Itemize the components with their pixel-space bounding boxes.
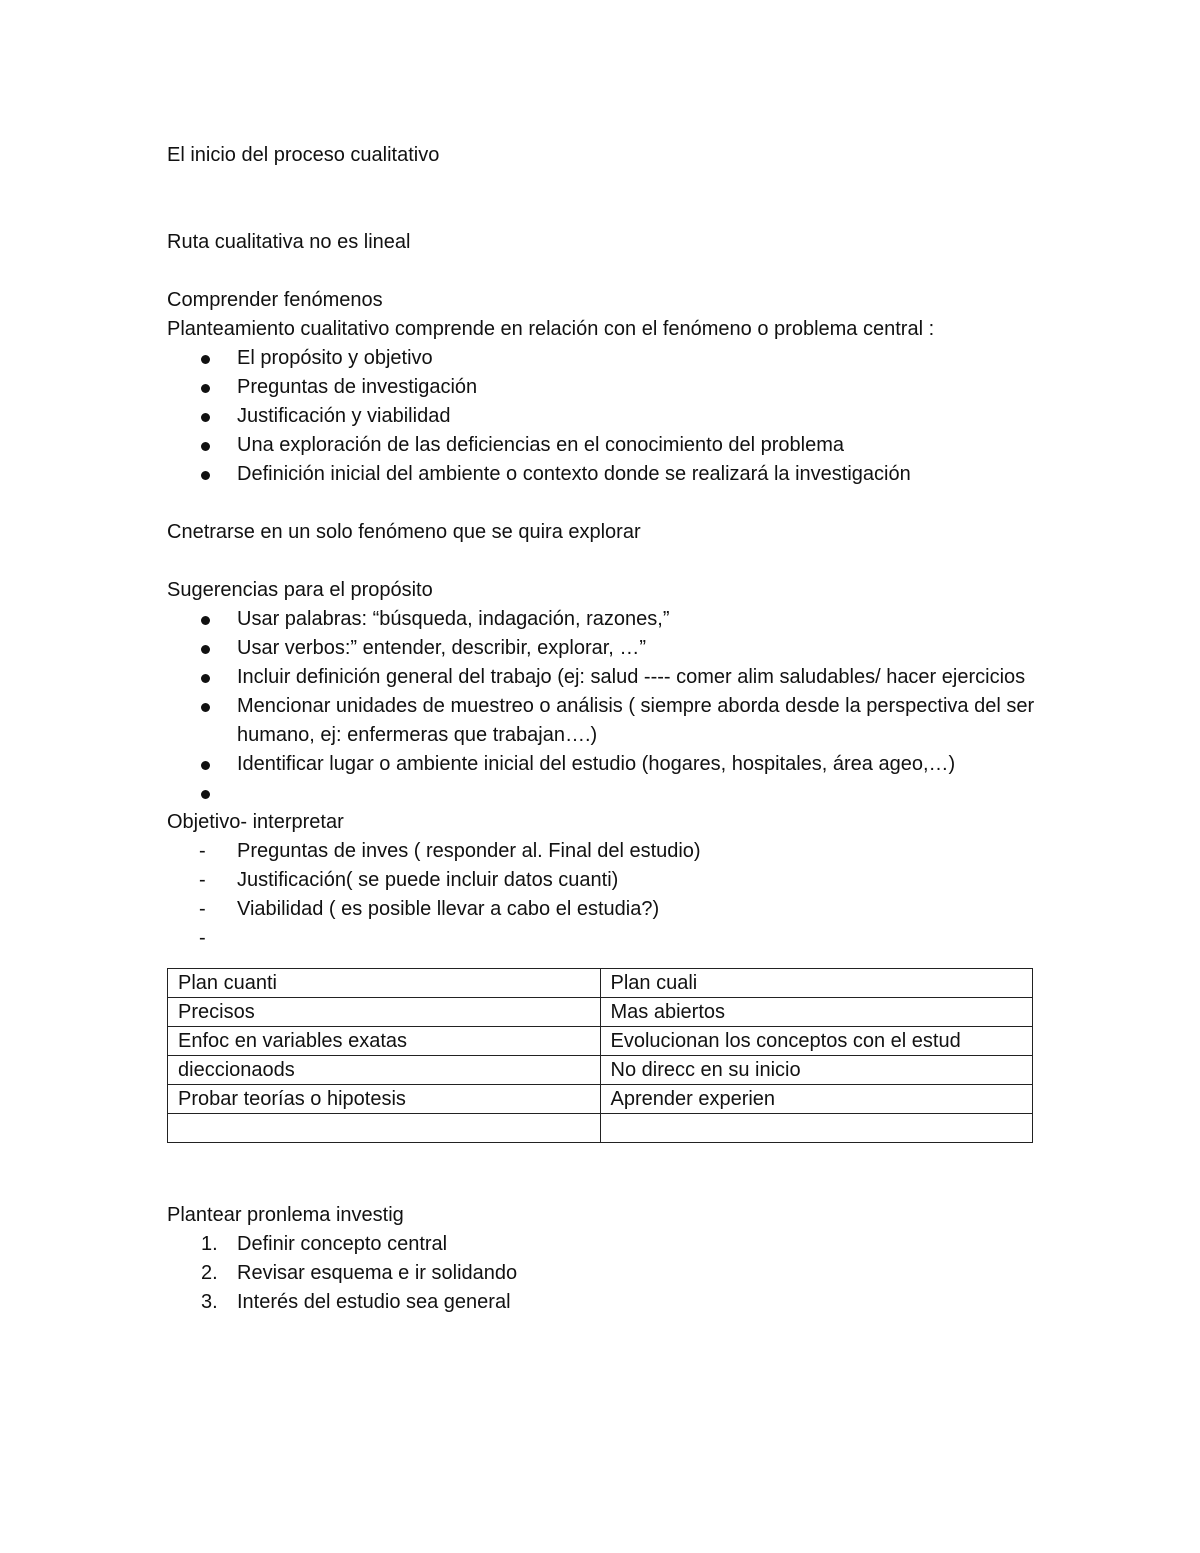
table-cell: Aprender experien xyxy=(600,1085,1033,1114)
sugerencias-list xyxy=(167,605,1037,808)
list-item: Una exploración de las deficiencias en el conocimiento del problema xyxy=(167,431,1037,460)
plantear-list xyxy=(167,1230,1037,1317)
table-cell xyxy=(600,1114,1033,1143)
list-item: 1. Definir concepto central xyxy=(167,1230,1037,1259)
objetivo-heading: Objetivo- interpretar xyxy=(167,811,344,833)
bullet-icon xyxy=(201,645,210,654)
bullet-icon xyxy=(201,674,210,683)
comprender-line: Comprender fenómenos xyxy=(167,289,383,311)
list-item: - Preguntas de inves ( responder al. Final del estudio) xyxy=(167,837,1037,866)
dash-marker: - xyxy=(199,840,206,862)
table-row xyxy=(168,1114,1033,1143)
table-cell xyxy=(168,1114,601,1143)
table-cell: No direcc en su inicio xyxy=(600,1056,1033,1085)
sugerencias-heading: Sugerencias para el propósito xyxy=(167,579,433,601)
list-number: 1. xyxy=(201,1233,218,1255)
bullet-icon xyxy=(201,384,210,393)
table-cell: Precisos xyxy=(168,998,601,1027)
list-number: 3. xyxy=(201,1291,218,1313)
table-cell: Evolucionan los conceptos con el estud xyxy=(600,1027,1033,1056)
bullet-icon xyxy=(201,703,210,712)
table-cell: Plan cuali xyxy=(600,969,1033,998)
list-item: Usar verbos:” entender, describir, explorar, …” xyxy=(167,634,1037,663)
table-cell: Mas abiertos xyxy=(600,998,1033,1027)
list-item: Usar palabras: “búsqueda, indagación, razones,” xyxy=(167,605,1037,634)
bullet-icon xyxy=(201,442,210,451)
bullet-icon xyxy=(201,355,210,364)
table-row xyxy=(168,1027,1033,1056)
list-item: El propósito y objetivo xyxy=(167,344,1037,373)
list-item xyxy=(167,779,1037,808)
bullet-icon xyxy=(201,413,210,422)
list-item: Mencionar unidades de muestreo o análisis ( siempre aborda desde la perspectiva del ser humano, ej: enfermeras que trabajan….) xyxy=(167,692,1037,750)
bullet-icon xyxy=(201,761,210,770)
document-body xyxy=(167,141,1037,1317)
plantear-heading: Plantear pronlema investig xyxy=(167,1204,404,1226)
table-row xyxy=(168,998,1033,1027)
list-number: 2. xyxy=(201,1262,218,1284)
list-item: Identificar lugar o ambiente inicial del estudio (hogares, hospitales, área ageo,…) xyxy=(167,750,1037,779)
table-cell: dieccionaods xyxy=(168,1056,601,1085)
table-row xyxy=(168,1085,1033,1114)
planteamiento-line: Planteamiento cualitativo comprende en relación con el fenómeno o problema central : xyxy=(167,318,935,340)
planteamiento-list xyxy=(167,344,1037,489)
dash-marker: - xyxy=(199,927,206,949)
list-item: Preguntas de investigación xyxy=(167,373,1037,402)
objetivo-list xyxy=(167,837,1037,953)
list-item: Justificación y viabilidad xyxy=(167,402,1037,431)
bullet-icon xyxy=(201,616,210,625)
document-title: El inicio del proceso cualitativo xyxy=(167,144,440,166)
list-item: - Viabilidad ( es posible llevar a cabo el estudia?) xyxy=(167,895,1037,924)
list-item: - Justificación( se puede incluir datos cuanti) xyxy=(167,866,1037,895)
dash-marker: - xyxy=(199,869,206,891)
ruta-line: Ruta cualitativa no es lineal xyxy=(167,231,411,253)
table-cell: Probar teorías o hipotesis xyxy=(168,1085,601,1114)
dash-marker: - xyxy=(199,898,206,920)
list-item: 2. Revisar esquema e ir solidando xyxy=(167,1259,1037,1288)
table-cell: Plan cuanti xyxy=(168,969,601,998)
bullet-icon xyxy=(201,471,210,480)
list-item: 3. Interés del estudio sea general xyxy=(167,1288,1037,1317)
table-row xyxy=(168,969,1033,998)
comparison-table xyxy=(167,968,1033,1143)
list-item: Definición inicial del ambiente o contexto donde se realizará la investigación xyxy=(167,460,1037,489)
centrarse-line: Cnetrarse en un solo fenómeno que se quira explorar xyxy=(167,521,641,543)
bullet-icon xyxy=(201,790,210,799)
table-row xyxy=(168,1056,1033,1085)
list-item: Incluir definición general del trabajo (ej: salud ---- comer alim saludables/ hacer ejercicios xyxy=(167,663,1037,692)
list-item xyxy=(167,924,1037,953)
table-cell: Enfoc en variables exatas xyxy=(168,1027,601,1056)
